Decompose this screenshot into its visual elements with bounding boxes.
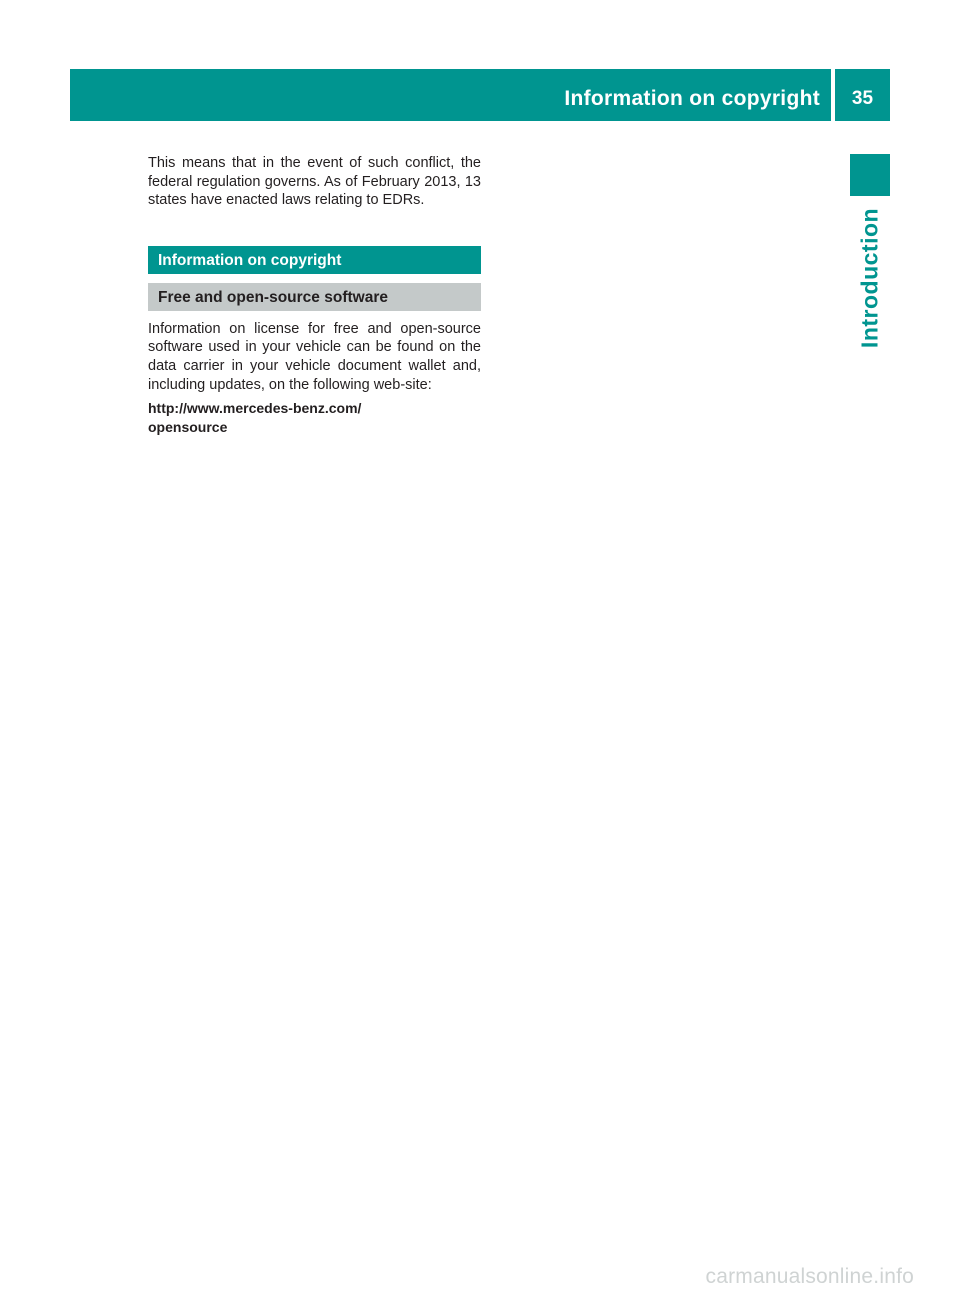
- chapter-marker: [850, 154, 890, 196]
- section-heading: Information on copyright: [148, 246, 481, 274]
- link-line-2: opensource: [148, 418, 228, 435]
- opensource-link[interactable]: [148, 399, 481, 436]
- running-header-title: Information on copyright: [564, 87, 820, 110]
- page-number: 35: [851, 88, 874, 109]
- site-watermark: carmanualsonline.info: [705, 1265, 914, 1288]
- chapter-tab-label: Introduction: [856, 207, 883, 349]
- link-line-1: http://www.mercedes-benz.com/: [148, 400, 362, 417]
- intro-paragraph: This means that in the event of such conflict, the federal regulation governs. As of February 2013, 13 states have enacted laws relating to EDRs.: [148, 155, 481, 209]
- subsection-heading: Free and open-source software: [148, 283, 481, 311]
- body-paragraph: Information on license for free and open-source software used in your vehicle can be found on the data carrier in your vehicle document wallet and, including updates, on the following web-site:: [148, 320, 481, 393]
- running-header-bar: [70, 69, 890, 121]
- main-content-column: [148, 154, 481, 436]
